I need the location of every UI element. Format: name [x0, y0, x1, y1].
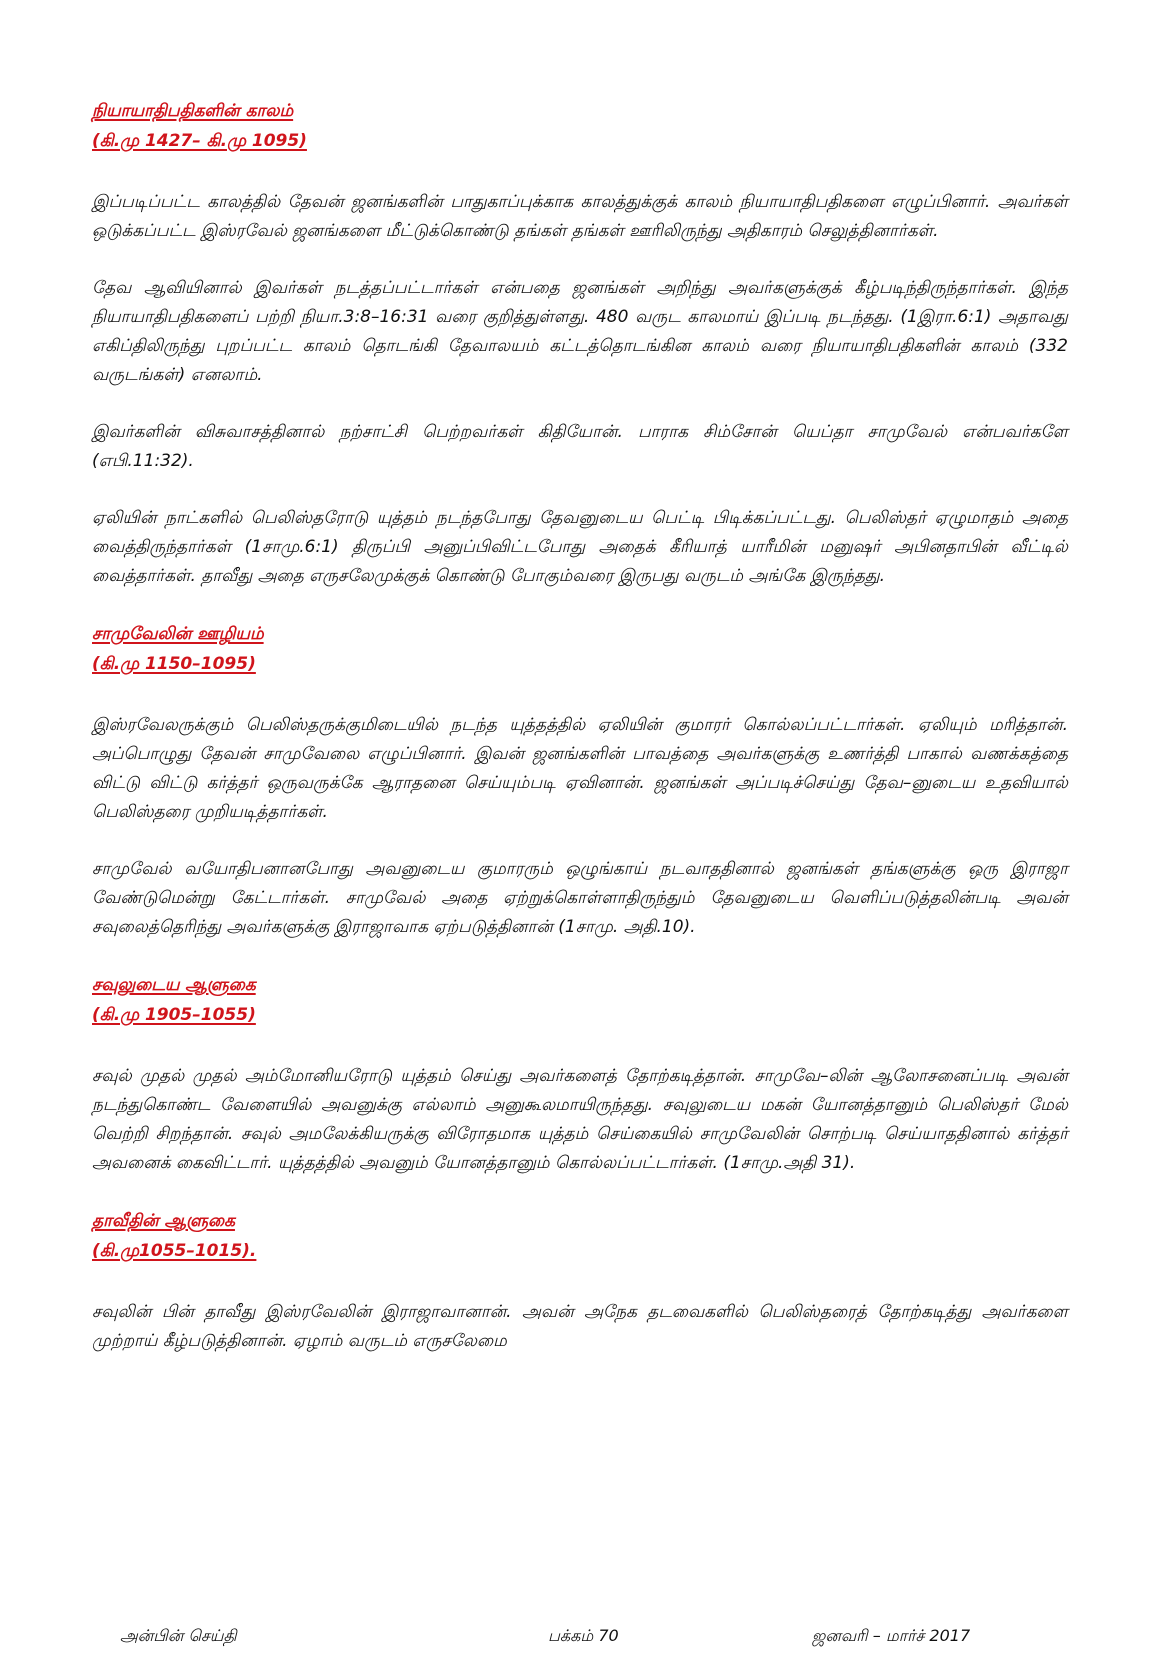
section-judges	[92, 96, 1068, 591]
section-david	[92, 1206, 1068, 1356]
section-heading: சாமுவேலின் ஊழியம்	[92, 624, 264, 644]
paragraph: சவுல் முதல் முதல் அம்மோனியரோடு யுத்தம் செய்து அவர்களைத் தோற்கடித்தான். சாமுவே–லின் ஆலோசனைப்படி அவன் நடந்துகொண்ட வேளையில் அவனுக்கு எல்லாம் அனுகூலமாயிருந்தது. சவுலுடைய மகன் யோனத்தானும் பெலிஸ்தர் மேல் வெற்றி சிறந்தான். சவுல் அமலேக்கியருக்கு விரோதமாக யுத்தம் செய்கையில் சாமுவேலின் சொற்படி செய்யாததினால் கர்த்தர் அவனைக் கைவிட்டார். யுத்தத்தில் அவனும் யோனத்தானும் கொல்லப்பட்டார்கள். (1சாமு.அதி 31).	[92, 1066, 1068, 1173]
section-saul	[92, 970, 1068, 1178]
section-samuel	[92, 619, 1068, 942]
page-content	[92, 96, 1068, 1384]
section-dates: (கி.மு 1905–1055)	[92, 1005, 256, 1025]
section-dates: (கி.மு 1150–1095)	[92, 654, 256, 674]
footer-page-number: பக்கம் 70	[548, 1626, 619, 1645]
paragraph: இவர்களின் விசுவாசத்தினால் நற்சாட்சி பெற்றவர்கள் கிதியோன். பாராக சிம்சோன் யெப்தா சாமுவேல் என்பவர்களே (எபி.11:32).	[92, 422, 1068, 471]
section-dates: (கி.மு 1427– கி.மு 1095)	[92, 131, 307, 151]
footer-publication: அன்பின் செய்தி	[120, 1626, 237, 1645]
section-heading: நியாயாதிபதிகளின் காலம்	[92, 101, 294, 121]
paragraph: இப்படிப்பட்ட காலத்தில் தேவன் ஜனங்களின் பாதுகாப்புக்காக காலத்துக்குக் காலம் நியாயாதிபதிகளை எழுப்பினார். அவர்கள் ஒடுக்கப்பட்ட இஸ்ரவேல் ஜனங்களை மீட்டுக்கொண்டு தங்கள் தங்கள் ஊரிலிருந்து அதிகாரம் செலுத்தினார்கள்.	[92, 192, 1068, 241]
section-heading: சவுலுடைய ஆளுகை	[92, 975, 256, 995]
paragraph: இஸ்ரவேலருக்கும் பெலிஸ்தருக்குமிடையில் நடந்த யுத்தத்தில் ஏலியின் குமாரர் கொல்லப்பட்டார்கள். ஏலியும் மரித்தான். அப்பொழுது தேவன் சாமுவேலை எழுப்பினார். இவன் ஜனங்களின் பாவத்தை அவர்களுக்கு உணர்த்தி பாகால் வணக்கத்தை விட்டு விட்டு கர்த்தர் ஒருவருக்கே ஆராதனை செய்யும்படி ஏவினான். ஜனங்கள் அப்படிச்செய்து தேவ–னுடைய உதவியால் பெலிஸ்தரை முறியடித்தார்கள்.	[92, 715, 1068, 822]
page-footer	[0, 1626, 1165, 1654]
footer-issue-date: ஜனவரி – மார்ச் 2017	[812, 1626, 971, 1645]
paragraph: சாமுவேல் வயோதிபனானபோது அவனுடைய குமாரரும் ஒழுங்காய் நடவாததினால் ஜனங்கள் தங்களுக்கு ஒரு இராஜா வேண்டுமென்று கேட்டார்கள். சாமுவேல் அதை ஏற்றுக்கொள்ளாதிருந்தும் தேவனுடைய வெளிப்படுத்தலின்படி அவன் சவுலைத்தெரிந்து அவர்களுக்கு இராஜாவாக ஏற்படுத்தினான் (1சாமு. அதி.10).	[92, 859, 1068, 937]
paragraph: சவுலின் பின் தாவீது இஸ்ரவேலின் இராஜாவானான். அவன் அநேக தடவைகளில் பெலிஸ்தரைத் தோற்கடித்து அவர்களை முற்றாய் கீழ்படுத்தினான். ஏழாம் வருடம் எருசலேமை	[92, 1302, 1068, 1351]
paragraph: ஏலியின் நாட்களில் பெலிஸ்தரோடு யுத்தம் நடந்தபோது தேவனுடைய பெட்டி பிடிக்கப்பட்டது. பெலிஸ்தர் ஏழுமாதம் அதை வைத்திருந்தார்கள் (1சாமு.6:1) திருப்பி அனுப்பிவிட்டபோது அதைக் கீரியாத் யாரீமின் மனுஷர் அபினதாபின் வீட்டில் வைத்தார்கள். தாவீது அதை எருசலேமுக்குக் கொண்டு போகும்வரை இருபது வருடம் அங்கே இருந்தது.	[92, 508, 1068, 586]
section-heading: தாவீதின் ஆளுகை	[92, 1211, 235, 1231]
paragraph: தேவ ஆவியினால் இவர்கள் நடத்தப்பட்டார்கள் என்பதை ஜனங்கள் அறிந்து அவர்களுக்குக் கீழ்படிந்திருந்தார்கள். இந்த நியாயாதிபதிகளைப் பற்றி நியா.3:8–16:31 வரை குறித்துள்ளது. 480 வருட காலமாய் இப்படி நடந்தது. (1இரா.6:1) அதாவது எகிப்திலிருந்து புறப்பட்ட காலம் தொடங்கி தேவாலயம் கட்டத்தொடங்கின காலம் வரை நியாயாதிபதிகளின் காலம் (332 வருடங்கள்) எனலாம்.	[92, 278, 1068, 385]
section-dates: (கி.மு1055–1015).	[92, 1241, 257, 1261]
